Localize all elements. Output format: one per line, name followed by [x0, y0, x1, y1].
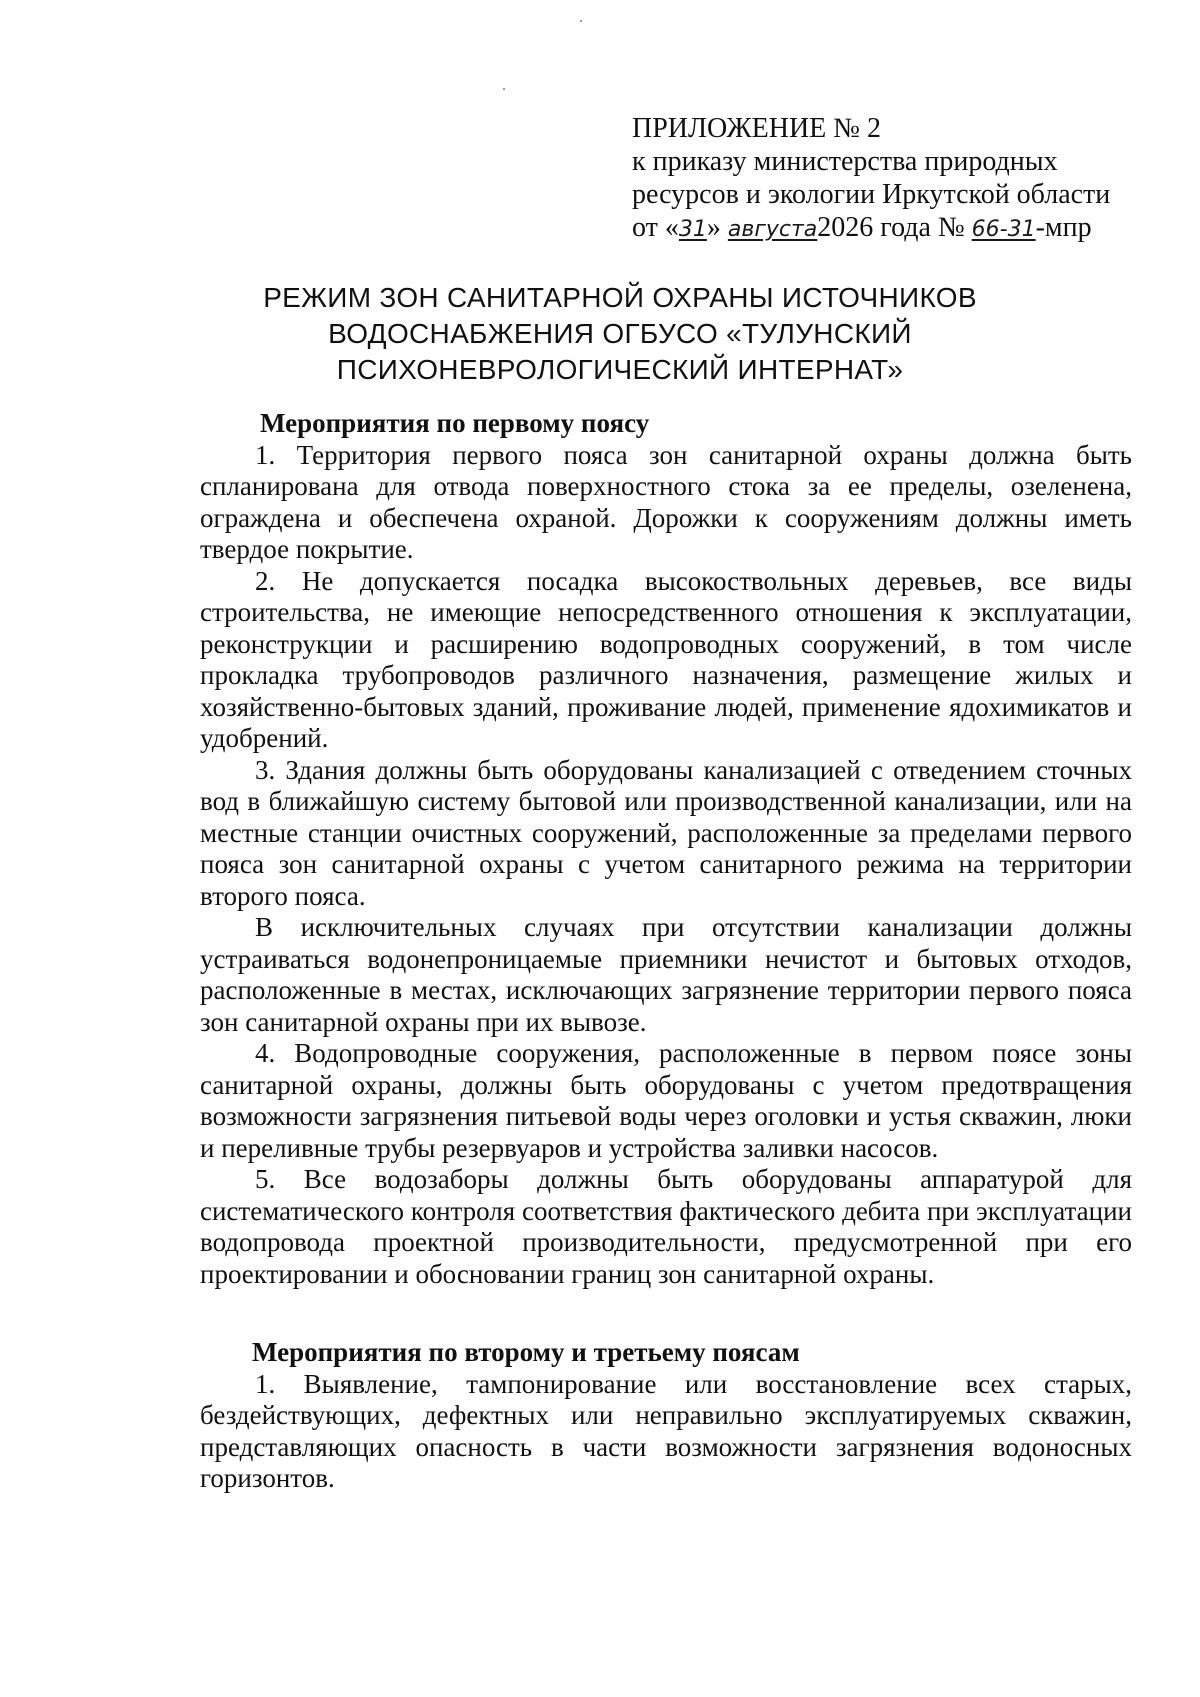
section-1-paragraph-3: 3. Здания должны быть оборудованы канализацией с отведением сточных вод в ближайшую систему бытовой или производственной канализации, или на местные станции очистных сооружений, расположенные за пределами первого пояса зон санитарной охраны с учетом санитарного режима на территории второго пояса.: [200, 754, 1132, 911]
section-2-paragraph-1: 1. Выявление, тампонирование или восстановление всех старых, бездействующих, дефектных или неправильно эксплуатируемых скважин, представляющих опасность в части возможности загрязнения водоносных горизонтов.: [200, 1368, 1132, 1493]
annex-line-2: ресурсов и экологии Иркутской области: [632, 179, 1111, 210]
title-line-1: РЕЖИМ ЗОН САНИТАРНОЙ ОХРАНЫ ИСТОЧНИКОВ: [263, 282, 977, 313]
document-title: [190, 280, 1050, 388]
handwritten-day: 31: [678, 217, 707, 242]
handwritten-month: августа: [727, 217, 818, 242]
title-line-2: ВОДОСНАБЖЕНИЯ ОГБУСО «ТУЛУНСКИЙ: [328, 318, 912, 349]
annex-date-line: [632, 211, 1152, 246]
date-mid: »: [706, 212, 721, 243]
year-text: 2026 года №: [817, 212, 965, 243]
section-1-paragraph-4: В исключительных случаях при отсутствии канализации должны устраиваться водонепроницаемые приемники нечистот и бытовых отходов, расположенные в местах, исключающих загрязнение территории первого пояса зон санитарной охраны при их вывозе.: [200, 912, 1132, 1037]
scan-speck: [503, 88, 505, 90]
annex-line-1: к приказу министерства природных: [632, 146, 1058, 177]
section-2-heading: Мероприятия по второму и третьему поясам: [252, 1337, 800, 1367]
annex-title: ПРИЛОЖЕНИЕ № 2: [632, 113, 881, 144]
section-1-paragraph-6: 5. Все водозаборы должны быть оборудованы аппаратурой для систематического контроля соответствия фактического дебита при эксплуатации водопровода проектной производительности, предусмотренной при его проектировании и обосновании границ зон санитарной охраны.: [200, 1164, 1132, 1289]
number-suffix: -мпр: [1035, 212, 1092, 243]
section-1-paragraph-1: 1. Территория первого пояса зон санитарной охраны должна быть спланирована для отвода поверхностного стока за ее пределы, озеленена, ограждена и обеспечена охраной. Дорожки к сооружениям должны иметь твердое покрытие.: [200, 439, 1132, 564]
section-1-paragraph-5: 4. Водопроводные сооружения, расположенные в первом поясе зоны санитарной охраны, должны быть оборудованы с учетом предотвращения возможности загрязнения питьевой воды через оголовки и устья скважин, люки и переливные трубы резервуаров и устройства заливки насосов.: [200, 1038, 1132, 1163]
section-1-heading: Мероприятия по первому поясу: [260, 408, 650, 438]
title-line-3: ПСИХОНЕВРОЛОГИЧЕСКИЙ ИНТЕРНАТ»: [336, 354, 904, 385]
date-prefix: от «: [632, 212, 679, 243]
section-1-paragraph-2: 2. Не допускается посадка высокоствольных деревьев, все виды строительства, не имеющие непосредственного отношения к эксплуатации, реконструкции и расширению водопроводных сооружений, в том числе прокладка трубопроводов различного назначения, размещение жилых и хозяйственно-бытовых зданий, проживание людей, применение ядохимикатов и удобрений.: [200, 565, 1132, 753]
annex-block: [632, 112, 1152, 246]
document-body: [200, 408, 1132, 1495]
scan-speck: [580, 20, 582, 22]
handwritten-order-number: 66-31: [971, 217, 1036, 242]
